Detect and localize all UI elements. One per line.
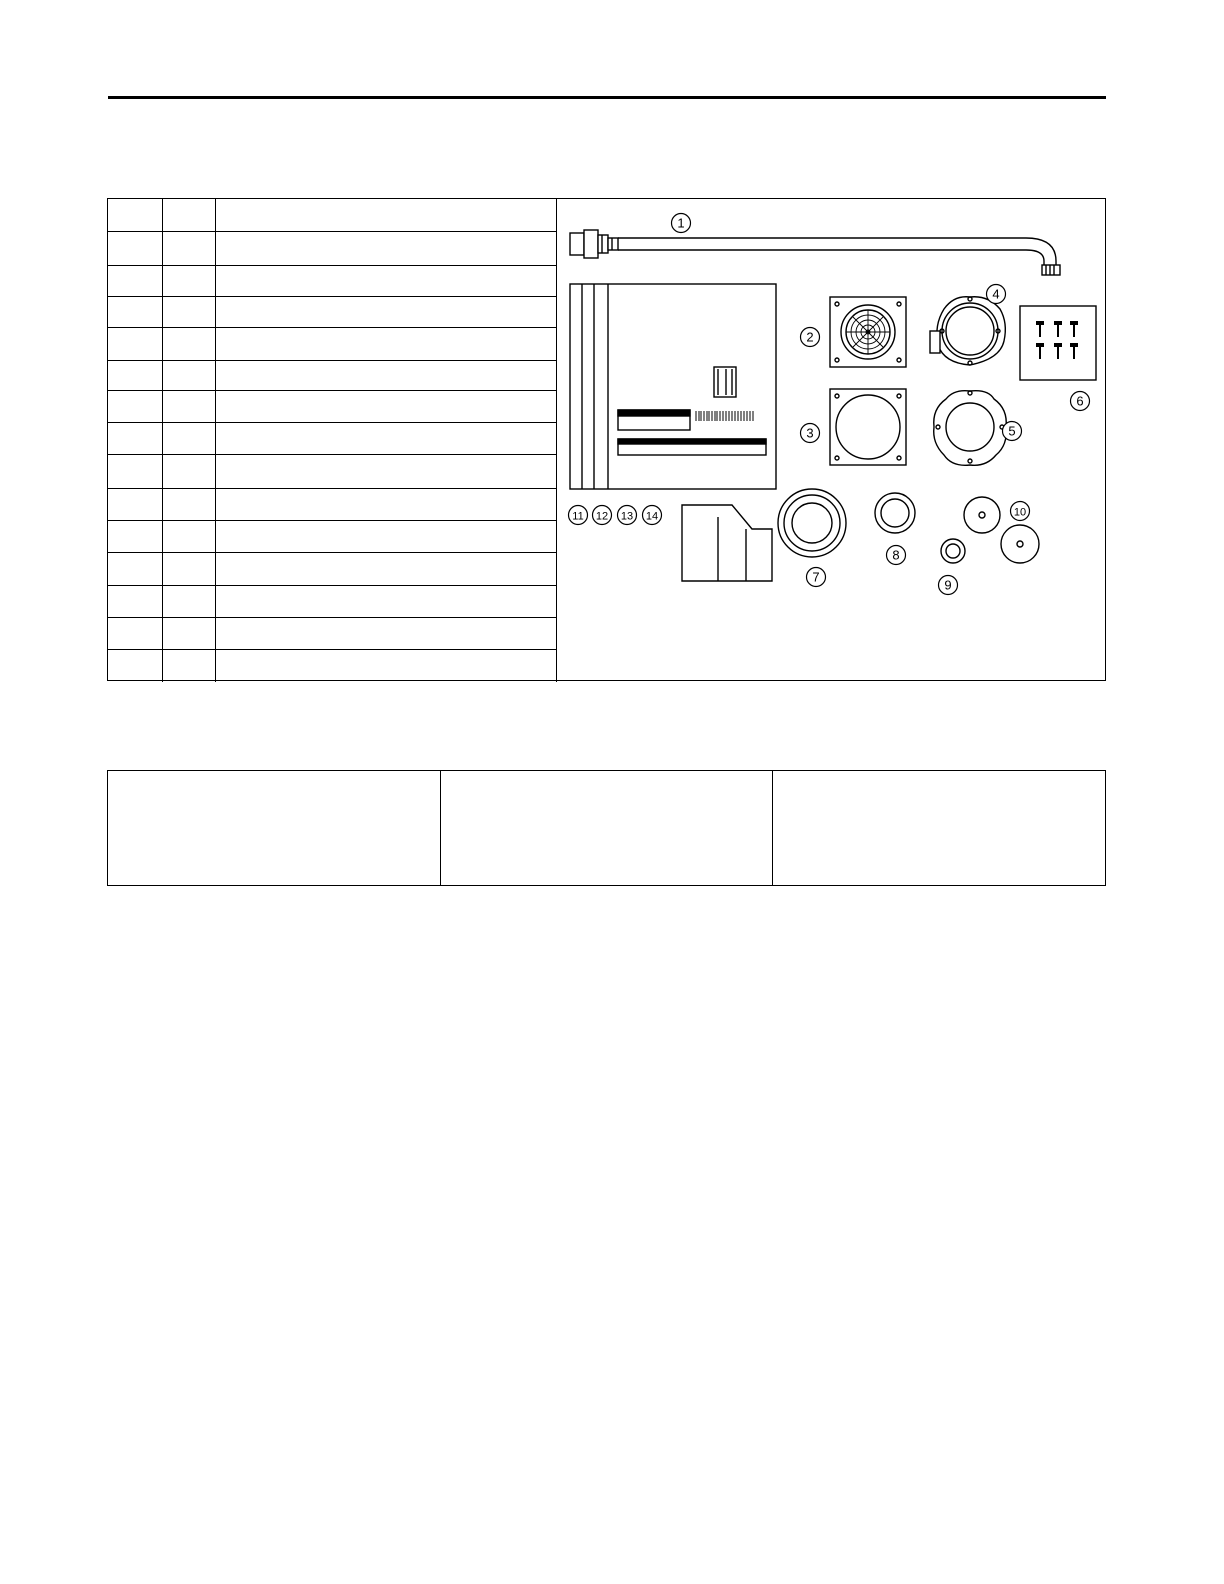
callout-6 [1071, 392, 1090, 411]
parts-row [108, 199, 556, 231]
parts-row [108, 454, 556, 488]
callout-label: 12 [595, 510, 609, 523]
bottom-table [107, 770, 1106, 886]
parts-row [108, 327, 556, 360]
callout-label: 5 [1008, 423, 1016, 439]
parts-row [108, 520, 556, 552]
parts-row [108, 488, 556, 520]
parts-cell-description [215, 327, 556, 360]
boot-sleeve [682, 505, 772, 581]
header-rule [108, 96, 1106, 99]
callout-11 [569, 506, 588, 525]
callout-5 [1003, 422, 1022, 441]
bottom-cell-3 [773, 771, 1105, 885]
parts-row [108, 296, 556, 327]
round-gasket [934, 391, 1007, 466]
parts-cell-description [215, 360, 556, 390]
parts-cell-item [108, 552, 162, 585]
parts-cell-item [108, 454, 162, 488]
parts-cell-item [108, 265, 162, 296]
callout-14 [643, 506, 662, 525]
parts-cell-item [108, 199, 162, 231]
parts-row [108, 649, 556, 682]
parts-cell-qty [162, 265, 215, 296]
callout-13 [618, 506, 637, 525]
parts-list-table [108, 199, 557, 682]
square-gasket [830, 389, 906, 465]
callout-12 [593, 506, 612, 525]
parts-cell-qty [162, 617, 215, 649]
parts-row [108, 617, 556, 649]
parts-cell-qty [162, 422, 215, 454]
parts-cell-item [108, 327, 162, 360]
callout-3 [801, 424, 820, 443]
parts-cell-item [108, 585, 162, 617]
parts-row [108, 360, 556, 390]
parts-cell-item [108, 520, 162, 552]
callout-label: 3 [806, 425, 814, 441]
parts-cell-description [215, 488, 556, 520]
callout-label: 1 [677, 215, 685, 231]
parts-cell-description [215, 552, 556, 585]
callout-2 [801, 328, 820, 347]
parts-cell-description [215, 296, 556, 327]
parts-cell-qty [162, 454, 215, 488]
parts-cell-qty [162, 649, 215, 682]
callout-9 [939, 576, 958, 595]
parts-cell-description [215, 231, 556, 265]
parts-cell-qty [162, 199, 215, 231]
parts-row [108, 585, 556, 617]
parts-cell-qty [162, 327, 215, 360]
parts-cell-item [108, 422, 162, 454]
parts-list-frame [107, 198, 1106, 681]
parts-cell-item [108, 488, 162, 520]
parts-cell-qty [162, 296, 215, 327]
callout-1 [672, 214, 691, 233]
parts-cell-qty [162, 360, 215, 390]
callout-10 [1011, 502, 1030, 521]
parts-cell-qty [162, 488, 215, 520]
small-grommet [941, 539, 965, 563]
bottom-cell-1 [108, 771, 441, 885]
parts-cell-qty [162, 585, 215, 617]
round-receptacle [930, 297, 1005, 365]
documents-packet [570, 284, 776, 489]
connector-flange [830, 297, 906, 367]
callout-label: 4 [992, 286, 1000, 302]
callout-7 [807, 568, 826, 587]
parts-row [108, 552, 556, 585]
parts-cell-description [215, 390, 556, 422]
large-grommet [778, 489, 846, 557]
parts-cell-qty [162, 390, 215, 422]
callout-label: 10 [1013, 506, 1027, 519]
callout-label: 6 [1076, 393, 1084, 409]
parts-cell-item [108, 296, 162, 327]
parts-cell-description [215, 520, 556, 552]
parts-cell-description [215, 454, 556, 488]
parts-cell-description [215, 265, 556, 296]
callout-label: 13 [620, 510, 634, 523]
parts-row [108, 265, 556, 296]
parts-cell-qty [162, 552, 215, 585]
parts-cell-qty [162, 520, 215, 552]
bottom-cell-2 [441, 771, 774, 885]
parts-cell-description [215, 617, 556, 649]
parts-cell-item [108, 360, 162, 390]
parts-cell-qty [162, 231, 215, 265]
callout-label: 8 [892, 547, 900, 563]
callout-label: 9 [944, 577, 952, 593]
callout-4 [987, 285, 1006, 304]
parts-cell-item [108, 390, 162, 422]
cable-assembly [570, 230, 1060, 275]
callout-label: 7 [812, 569, 820, 585]
parts-cell-description [215, 422, 556, 454]
parts-cell-item [108, 649, 162, 682]
callout-label: 11 [572, 510, 584, 523]
callout-8 [887, 546, 906, 565]
parts-row [108, 231, 556, 265]
callout-label: 14 [645, 510, 659, 523]
parts-row [108, 390, 556, 422]
kit-illustration [556, 199, 1105, 679]
parts-cell-description [215, 199, 556, 231]
parts-cell-item [108, 617, 162, 649]
medium-grommet [875, 493, 915, 533]
parts-cell-description [215, 585, 556, 617]
parts-cell-item [108, 231, 162, 265]
parts-row [108, 422, 556, 454]
callout-label: 2 [806, 329, 814, 345]
parts-cell-description [215, 649, 556, 682]
screws-bag [1020, 306, 1096, 380]
